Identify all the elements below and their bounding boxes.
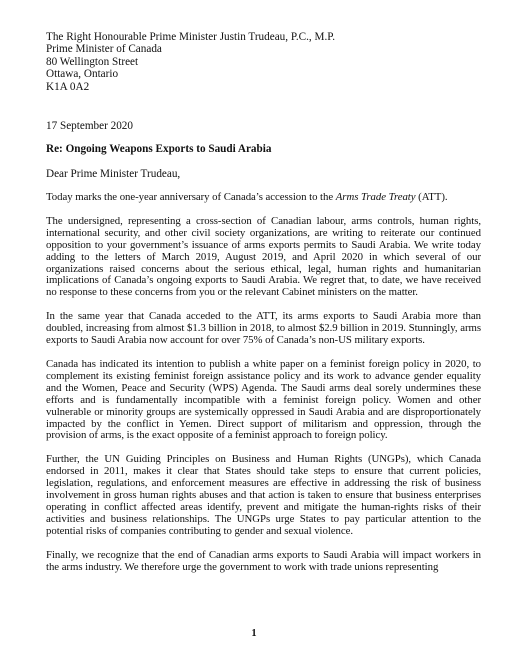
salutation: Dear Prime Minister Trudeau, <box>46 168 181 181</box>
intro-paragraph <box>46 192 481 204</box>
page-number: 1 <box>251 628 257 639</box>
recipient-address <box>46 31 481 93</box>
intro-text-after: (ATT). <box>415 191 448 204</box>
recipient-line: The Right Honourable Prime Minister Justin Trudeau, P.C., M.P. <box>46 31 336 43</box>
body-paragraph: In the same year that Canada acceded to the ATT, its arms exports to Saudi Arabia more than doubled, increasing from almost $1.3 billion in 2018, to almost $2.9 billion in 2019. Stunningly, arms exports to Saudi Arabia now account for over 75% of Canada’s non-US military exports. <box>46 310 481 347</box>
body-paragraph: Canada has indicated its intention to publish a white paper on a feminist foreign policy in 2020, to complement its existing feminist foreign assistance policy and its work to advance gender equality and the Women, Peace and Security (WPS) Agenda. The Saudi arms deal sorely undermines these efforts and is fundamentally incompatible with a feminist foreign policy. Women and other vulnerable or minority groups are systemically oppressed in Saudi Arabia and are disproportionately impacted by the conflict in Yemen. Direct support of militarism and oppression, through the provision of arms, is the exact opposite of a feminist approach to foreign policy. <box>46 358 481 442</box>
letter-date: 17 September 2020 <box>46 120 133 133</box>
body-paragraph: The undersigned, representing a cross-section of Canadian labour, arms controls, human rights, international security, and other civil society organizations, are writing to reiterate our continued opposition to your government’s issuance of arms exports permits to Saudi Arabia. We write today adding to the letters of March 2019, August 2019, and April 2020 in which several of our organizations raised concerns about the serious ethical, legal, human rights and humanitarian implications of Canada’s ongoing exports to Saudi Arabia. We regret that, to date, we have received no response to these concerns from you or the relevant Cabinet ministers on the matter. <box>46 214 481 299</box>
intro-text-before: Today marks the one-year anniversary of Canada’s accession to the <box>46 191 336 204</box>
body-paragraph: Further, the UN Guiding Principles on Business and Human Rights (UNGPs), which Canada endorsed in 2011, makes it clear that States should take steps to ensure that current policies, legislation, regulations, and enforcement measures are effective in addressing the risk of business involvement in gross human rights abuses and that action is taken to ensure that business enterprises operating in conflict affected areas identify, prevent and mitigate the human-rights risks of their activities and business relationships. The UNGPs urge States to pay particular attention to the potential risks of companies contributing to gender and sexual violence. <box>46 453 481 537</box>
letter-subject: Re: Ongoing Weapons Exports to Saudi Arabia <box>46 143 272 156</box>
body-paragraph: Finally, we recognize that the end of Canadian arms exports to Saudi Arabia will impact workers in the arms industry. We therefore urge the government to work with trade unions representing <box>46 548 481 573</box>
recipient-line: K1A 0A2 <box>46 80 90 93</box>
recipient-line: Ottawa, Ontario <box>46 68 119 81</box>
recipient-line: 80 Wellington Street <box>46 55 139 68</box>
recipient-line: Prime Minister of Canada <box>46 43 162 56</box>
treaty-name: Arms Trade Treaty <box>335 191 416 204</box>
